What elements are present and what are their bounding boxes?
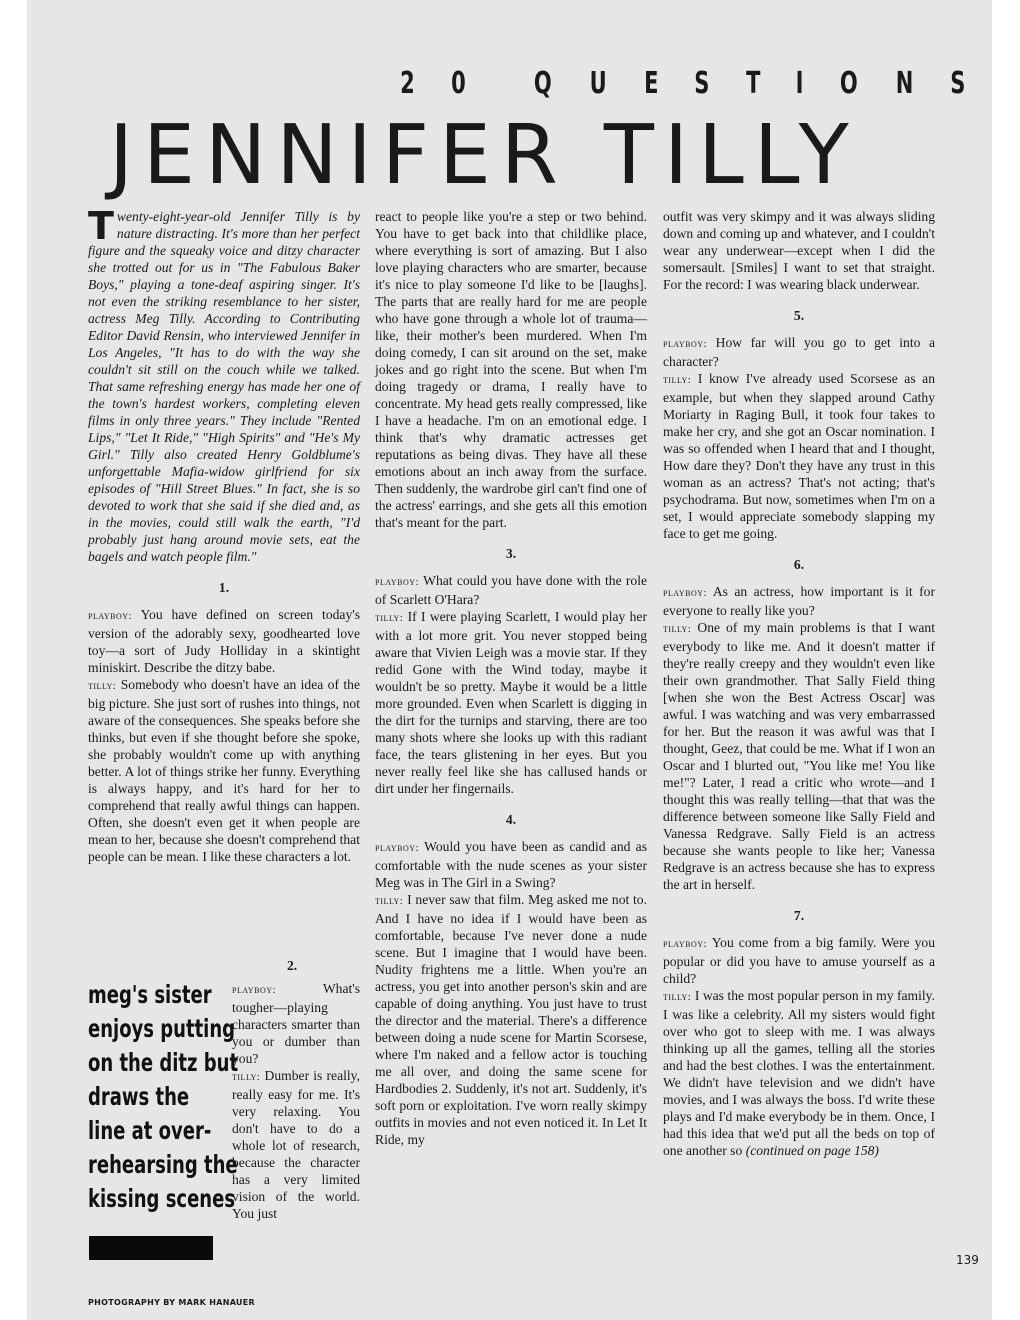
magazine-page xyxy=(27,0,992,1320)
section-kicker xyxy=(397,66,969,101)
kicker-letter: T xyxy=(746,66,761,101)
question-6 xyxy=(663,583,935,619)
answer-1-text: Somebody who doesn't have an idea of the big picture. She just sort of rushes into things, not aware of the consequences. She speaks before she thinks, but even if she thought before she spoke, she probably wouldn't come up with anything better. A lot of things strike her funny. Everything is always happy, and it's hard for her to comprehend that really awful things can happen. Often, she doesn't even get it when people are mean to her, because she doesn't comprehend that people can be mean. I like these characters a lot. xyxy=(88,677,360,864)
speaker-playboy: playboy: xyxy=(663,587,708,599)
speaker-tilly: tilly: xyxy=(232,1071,261,1083)
question-4 xyxy=(375,838,647,891)
answer-5-text: I know I've already used Scorsese as an example, but when they slapped around Cathy Moriarty in Raging Bull, it took four takes to make her cry, and she got an Oscar nomination. I was so offended when I heard that and I thought, How dare they? Don't they have any trust in this woman as an actress? That's not acting; that's psychodrama. But now, sometimes when I'm on a set, I would appreciate somebody slapping my face to get me going. xyxy=(663,371,935,541)
answer-7 xyxy=(663,987,935,1159)
answer-7-text: I was the most popular person in my family. I was like a celebrity. All my sisters would fight over who got to sleep with me. I was always thinking up all the games, telling all the stories and had the best clothes. I was the entertainment. We didn't have television and we didn't have movies, and I was always the boss. I'd write these plays and I'd make everybody be in them. Once, I had this idea that we'd put all the beds on top of one another so xyxy=(663,988,935,1158)
speaker-tilly: tilly: xyxy=(375,612,404,624)
kicker-letter: U xyxy=(589,66,607,101)
speaker-playboy: playboy: xyxy=(375,576,420,588)
kicker-letter: I xyxy=(796,66,804,101)
speaker-tilly: tilly: xyxy=(88,680,117,692)
question-number-2: 2. xyxy=(287,958,298,973)
speaker-tilly: tilly: xyxy=(663,991,692,1003)
question-7 xyxy=(663,934,935,987)
kicker-letter: E xyxy=(643,66,659,101)
question-1 xyxy=(88,606,360,676)
answer-6-text: One of my main problems is that I want everybody to like me. And it doesn't matter if they're really creepy and they wouldn't even like their own grandmother. That Sally Field thing [when she won the Best Actress Oscar] was awful. I was watching and was very embarrassed for her. But the reason it was awful was that I thought, Geez, that could be me. What if I won an Oscar and I blurted out, "You like me! You like me!"? Later, I read a critic who wrote—and I thought this was really telling—that that was the difference between someone like Sally Field and Vanessa Redgrave. Sally Field is an actress because she wants people to like her; Vanessa Redgrave is an actress because she has to express the art in herself. xyxy=(663,620,935,892)
question-1-text: You have defined on screen today's version of the adorably sexy, goodhearted love toy—a sort of Judy Holliday in a skintight miniskirt. Describe the ditzy babe. xyxy=(88,607,360,675)
speaker-tilly: tilly: xyxy=(663,374,692,386)
page-number: 139 xyxy=(956,1253,979,1267)
pull-quote-line: on the ditz but xyxy=(88,1048,239,1077)
article-title: JENNIFER TILLY xyxy=(109,108,859,203)
question-5 xyxy=(663,334,935,370)
question-number-3: 3. xyxy=(505,546,517,561)
question-7-text: You come from a big family. Were you popular or did you have to amuse yourself as a child? xyxy=(663,935,935,986)
speaker-tilly: tilly: xyxy=(375,895,404,907)
question-2 xyxy=(232,980,360,1067)
answer-4-continued: outfit was very skimpy and it was always sliding down and coming up and whatever, and I couldn't wear any underwear—except when I did the somersault. [Smiles] I want to set that straight. For the record: I was wearing black underwear. xyxy=(663,209,935,292)
column-3 xyxy=(663,208,935,1159)
intro-paragraph xyxy=(88,204,360,565)
answer-4-text: I never saw that film. Meg asked me not to. And I have no idea if I would have been as comfortable, because I've never done a nude scene. But I imagine that I would have been. Nudity frightens me a little. When you're an actress, you get into another person's skin and are capable of doing anything. You just have to trust the director and the material. There's a difference between doing a nude scene for Martin Scorsese, where I'm naked and a fellow actor is touching me all over, and doing the same scene for Hardbodies 2. Suddenly, it's not art. Suddenly, it's soft porn or exploitation. I've worn really skimpy outfits in movies and not even noticed it. In Let It Ride, my xyxy=(375,892,647,1147)
photo-credit: PHOTOGRAPHY BY MARK HANAUER xyxy=(88,1298,255,1307)
answer-2-text: Dumber is really, really easy for me. It's very relaxing. You don't have to do a whole lot of research, because the character has a very limited vision of the world. You just xyxy=(232,1068,360,1221)
pull-quote-line: rehearsing the xyxy=(88,1150,238,1179)
drop-cap: T xyxy=(88,204,114,248)
kicker-letter: S xyxy=(950,66,966,101)
question-number-6: 6. xyxy=(793,557,805,572)
intro-text: wenty-eight-year-old Jennifer Tilly is by nature distracting. It's more than her perfect figure and the squeaky voice and ditzy character she trotted out for us in "The Fabulous Baker Boys," playing a tone-deaf aspiring singer. It's not even the striking resemblance to her sister, actress Meg Tilly. According to Contributing Editor David Rensin, who interviewed Jennifer in Los Angeles, "It has to do with the way she couldn't sit still on the couch while we talked. That same refreshing energy has made her one of the town's hardest workers, completing eleven films in only three years." They include "Rented Lips," "Let It Ride," "High Spirits" and "He's My Girl." Tilly also created Henry Goldblume's unforgettable Mafia-widow girlfriend for six episodes of "Hill Street Blues." In fact, she is so devoted to work that she said if she died and, as in the movies, could still walk the earth, "I'd probably just hang around movie sets, eat the bagels and watch people film." xyxy=(88,209,360,564)
kicker-letter: Q xyxy=(533,66,552,101)
answer-1 xyxy=(88,676,360,865)
question-4-text: Would you have been as candid and as comfortable with the nude scenes as your sister Meg was in The Girl in a Swing? xyxy=(375,839,648,890)
column-1 xyxy=(88,204,360,865)
speaker-playboy: playboy: xyxy=(375,842,420,854)
question-number-1: 1. xyxy=(218,580,230,595)
speaker-playboy: playboy: xyxy=(663,338,708,350)
pull-quote-line: line at over- xyxy=(88,1116,212,1145)
pull-quote-bar xyxy=(89,1236,213,1260)
answer-4 xyxy=(375,891,647,1148)
answer-5 xyxy=(663,370,935,542)
question-number-5: 5. xyxy=(793,308,805,323)
column-2 xyxy=(375,208,647,1148)
question-number-7: 7. xyxy=(793,908,805,923)
question-2-block xyxy=(232,980,360,1222)
pull-quote-line: kissing scenes xyxy=(88,1184,236,1213)
kicker-letter: 2 xyxy=(400,66,415,101)
kicker-letter: O xyxy=(839,66,858,101)
answer-2 xyxy=(232,1067,360,1222)
question-3 xyxy=(375,572,647,608)
speaker-playboy: playboy: xyxy=(88,610,133,622)
answer-3-text: If I were playing Scarlett, I would play her with a lot more grit. You never stopped being aware that Vivien Leigh was a movie star. If they redid Gone with the Wind today, maybe it wouldn't be so pretty. Maybe it would be a little more grounded. Even when Scarlett is digging in the dirt for the turnips and starving, there are too many shots where she looks up with this radiant face, the tears glistening in her eyes. But you never really feel like she has callused hands or dirt under her fingernails. xyxy=(375,609,647,796)
speaker-playboy: playboy: xyxy=(663,938,708,950)
pull-quote-line: enjoys putting xyxy=(88,1014,236,1043)
pull-quote-line: draws the xyxy=(88,1082,190,1111)
pull-quote xyxy=(88,978,248,1216)
speaker-playboy: playboy: xyxy=(232,984,277,996)
kicker-letter: 0 xyxy=(451,66,467,101)
kicker-letter: S xyxy=(694,66,710,101)
speaker-tilly: tilly: xyxy=(663,623,692,635)
question-3-text: What could you have done with the role of Scarlett O'Hara? xyxy=(375,573,648,607)
question-5-text: How far will you go to get into a character? xyxy=(663,335,935,369)
pull-quote-line: meg's sister xyxy=(88,980,212,1009)
answer-6 xyxy=(663,619,935,893)
question-2-text: What's tougher—playing characters smarter than you or dumber than you? xyxy=(232,981,360,1066)
question-6-text: As an actress, how important is it for everyone to really like you? xyxy=(663,584,935,618)
kicker-letter: N xyxy=(895,66,914,101)
question-number-4: 4. xyxy=(505,812,517,827)
continued-line: (continued on page 158) xyxy=(745,1143,879,1158)
answer-3 xyxy=(375,608,647,797)
answer-2-continued: react to people like you're a step or two behind. You have to get back into that childlike place, where everything is sort of amazing. But I also love playing characters who are smarter, because it's nice to play someone I'd like to be [laughs]. The parts that are really hard for me are people who have gone through a whole lot of trauma—like, their mother's been murdered. When I'm doing comedy, I can sit around on the set, make jokes and go right into the scene. But when I'm doing tragedy or drama, I really have to concentrate. My head gets really compressed, like I have a headache. I'm on an emotional edge. I think that's why dramatic actresses get reputations as being divas. They have all these emotions about an inch away from the surface. Then suddenly, the wardrobe girl can't find one of the actress' earrings, and she gets all this emotion that's meant for the part. xyxy=(375,209,647,530)
